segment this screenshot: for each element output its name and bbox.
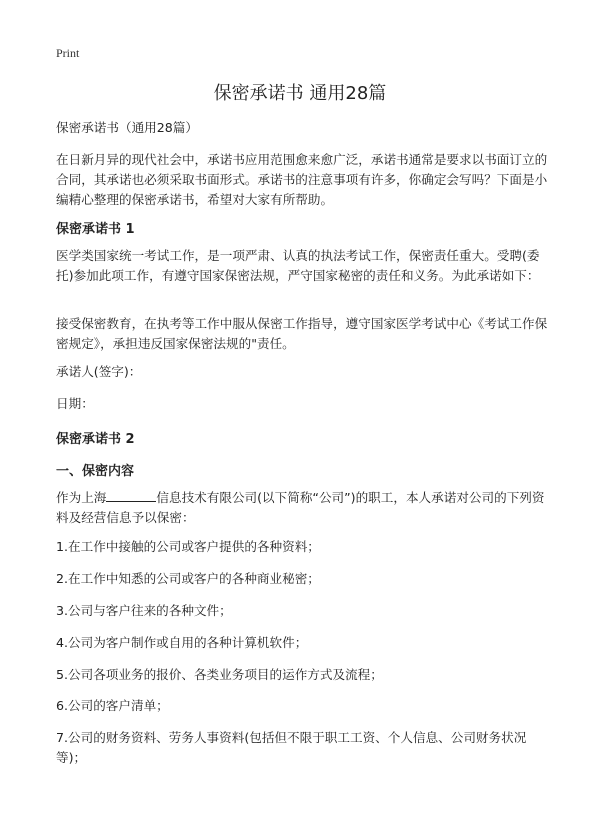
intro-paragraph: 在日新月异的现代社会中，承诺书应用范围愈来愈广泛，承诺书通常是要求以书面订立的合同，其承诺也必须采取书面形式。承诺书的注意事项有许多，你确定会写吗？下面是小编精心整理的保密承诺书，希望对大家有所帮助。	[56, 152, 548, 207]
list-item: 7.公司的财务资料、劳务人事资料(包括但不限于职工工资、个人信息、公司财务状况等)；	[56, 730, 527, 765]
list-item: 3.公司与客户往来的各种文件；	[56, 603, 232, 618]
signer-line: 承诺人(签字)：	[56, 364, 142, 379]
section2-intro	[56, 488, 548, 528]
list-item: 5.公司各项业务的报价、各类业务项目的运作方式及流程；	[56, 667, 383, 682]
section1-paragraph-2: 接受保密教育，在执考等工作中服从保密工作指导，遵守国家医学考试中心《考试工作保密规定》，承担违反国家保密法规的"责任。	[56, 316, 548, 351]
doc-subtitle: 保密承诺书（通用28篇）	[56, 120, 198, 135]
company-prefix: 作为上海	[56, 490, 107, 505]
section1-paragraph-1: 医学类国家统一考试工作，是一项严肃、认真的执法考试工作，保密责任重大。受聘(委托)参加此项工作，有遵守国家保密法规，严守国家秘密的责任和义务。为此承诺如下：	[56, 248, 540, 283]
list-item: 2.在工作中知悉的公司或客户的各种商业秘密；	[56, 571, 320, 586]
page-title: 保密承诺书 通用28篇	[213, 83, 387, 104]
print-link[interactable]: Print	[56, 46, 80, 60]
company-suffix: 信息技术有限公司(以下简称“公司”)的职工，本人承诺对公司的下列资料及经营信息予以保密：	[56, 490, 545, 525]
section2-heading: 保密承诺书 2	[56, 432, 135, 447]
list-item: 4.公司为客户制作或自用的各种计算机软件；	[56, 635, 308, 650]
section2-subheading: 一、保密内容	[56, 464, 135, 479]
section1-heading: 保密承诺书 1	[56, 222, 135, 237]
company-name-blank	[106, 489, 156, 502]
date-line: 日期：	[56, 396, 94, 411]
list-item: 6.公司的客户清单；	[56, 698, 169, 713]
list-item: 1.在工作中接触的公司或客户提供的各种资料；	[56, 539, 320, 554]
